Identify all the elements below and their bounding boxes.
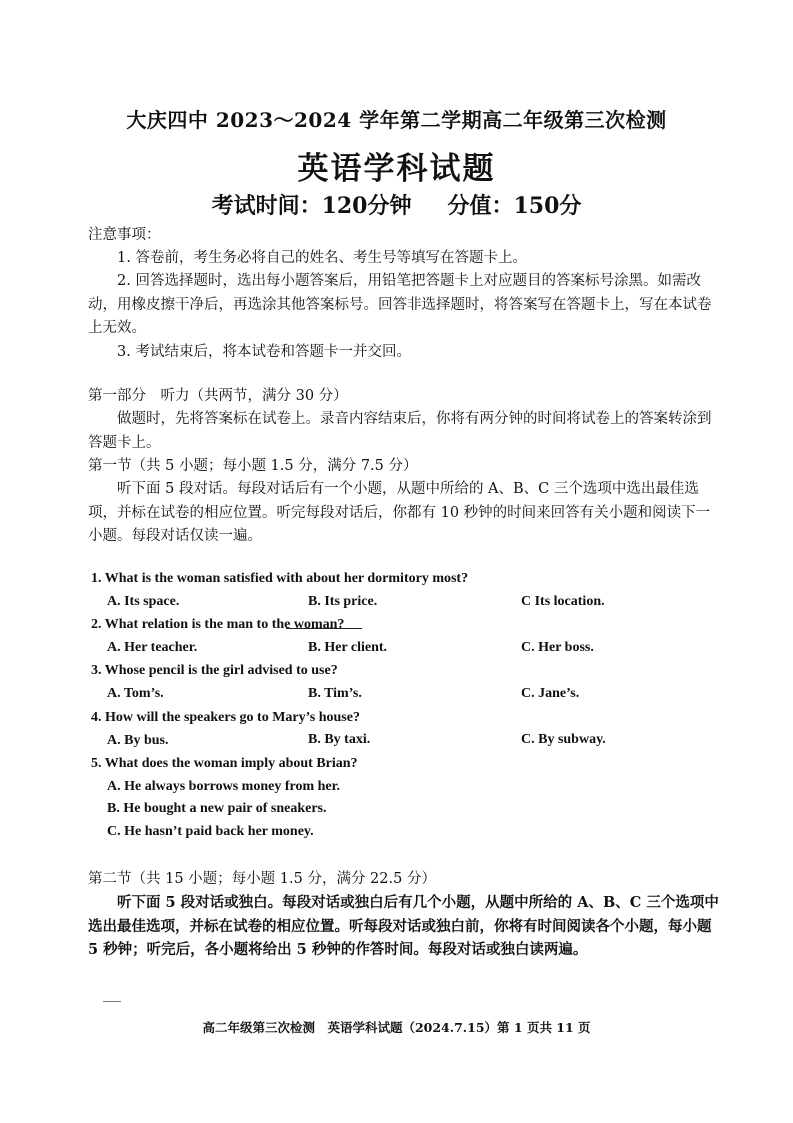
q3-option-b: B. Tim’s. bbox=[308, 686, 362, 701]
question-3: 3. Whose pencil is the girl advised to use? bbox=[91, 663, 338, 678]
subject-title: 英语学科试题 bbox=[297, 151, 496, 187]
q1-option-a: A. Its space. bbox=[107, 594, 180, 609]
part1-instruction: 做题时，先将答案标在试卷上。录音内容结束后，你将有两分钟的时间将试卷上的答案转涂到答题卡上。 bbox=[88, 411, 712, 451]
question-2: 2. What relation is the man to the woman? bbox=[91, 617, 345, 632]
q1-option-c: C Its location. bbox=[521, 594, 605, 609]
q1-option-b: B. Its price. bbox=[308, 594, 378, 609]
page-footer: 高二年级第三次检测 英语学科试题（2024.7.15）第 1 页共 11 页 bbox=[202, 1020, 591, 1035]
q5-option-c: C. He hasn’t paid back her money. bbox=[107, 824, 314, 839]
section1-instruction: 听下面 5 段对话。每段对话后有一个小题，从题中所给的 A、B、C 三个选项中选出最佳选项，并标在试卷的相应位置。听完每段对话后，你都有 10 秒钟的时间来回答有关小题和阅读下一小题。每段对话仅读一遍。 bbox=[88, 481, 711, 544]
question-4: 4. How will the speakers go to Mary’s house? bbox=[91, 710, 360, 725]
school-title: 大庆四中 2023～2024 学年第二学期高二年级第三次检测 bbox=[126, 108, 667, 132]
q4-option-c: C. By subway. bbox=[521, 732, 606, 747]
section2-instruction: 听下面 5 段对话或独白。每段对话或独白后有几个小题，从题中所给的 A、B、C 三个选项中选出最佳选项，并标在试卷的相应位置。听每段对话或独白前，你将有时间阅读各个小题，每小题 5 秒钟；听完后，各小题将给出 5 秒钟的作答时间。每段对话或独白读两遍。 bbox=[88, 894, 719, 958]
part1-title: 第一部分 听力（共两节，满分 30 分） bbox=[88, 388, 348, 404]
q3-option-c: C. Jane’s. bbox=[521, 686, 580, 701]
q4-option-b: B. By taxi. bbox=[308, 732, 371, 747]
exam-score: 分值：150分 bbox=[447, 193, 582, 219]
divider-mark bbox=[103, 1001, 121, 1002]
exam-info bbox=[0, 189, 793, 220]
question-1: 1. What is the woman satisfied with about her dormitory most? bbox=[91, 571, 469, 586]
strikethrough-mark bbox=[286, 628, 362, 629]
exam-time: 考试时间：120分钟 bbox=[211, 193, 412, 219]
q5-option-b: B. He bought a new pair of sneakers. bbox=[107, 801, 327, 816]
question-5: 5. What does the woman imply about Brian? bbox=[91, 756, 358, 771]
notes-title: 注意事项： bbox=[88, 227, 161, 243]
note-item-2: 2. 回答选择题时，选出每小题答案后，用铅笔把答题卡上对应题目的答案标号涂黑。如需改动，用橡皮擦干净后，再选涂其他答案标号。回答非选择题时，将答案写在答题卡上，写在本试卷上无效。 bbox=[88, 273, 712, 336]
q3-option-a: A. Tom’s. bbox=[107, 686, 164, 701]
q4-option-a: A. By bus. bbox=[107, 733, 169, 748]
note-item-1: 1. 答卷前，考生务必将自己的姓名、考生号等填写在答题卡上。 bbox=[117, 250, 527, 266]
q2-option-a: A. Her teacher. bbox=[107, 640, 198, 655]
note-item-3: 3. 考试结束后，将本试卷和答题卡一并交回。 bbox=[117, 344, 411, 360]
q5-option-a: A. He always borrows money from her. bbox=[107, 779, 341, 794]
section1-title: 第一节（共 5 小题；每小题 1.5 分，满分 7.5 分） bbox=[88, 458, 418, 474]
q2-option-b: B. Her client. bbox=[308, 640, 388, 655]
q2-option-c: C. Her boss. bbox=[521, 640, 594, 655]
section2-title: 第二节（共 15 小题；每小题 1.5 分，满分 22.5 分） bbox=[88, 871, 436, 887]
